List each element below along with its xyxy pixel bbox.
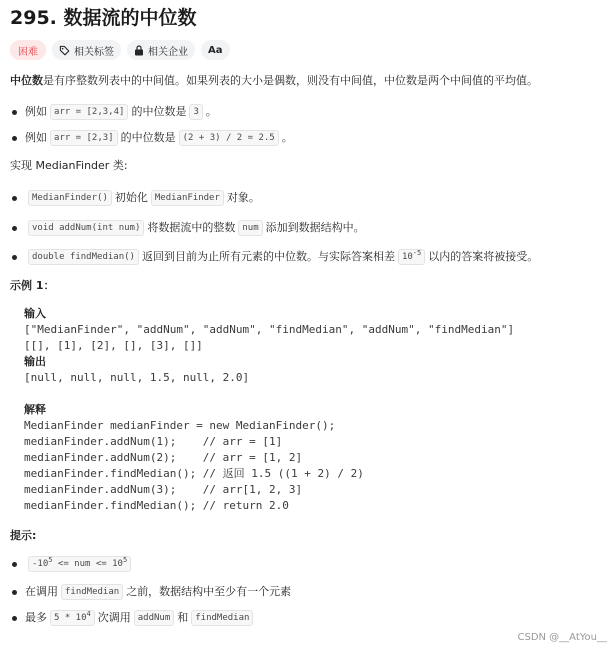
font-size-icon: Aa	[208, 44, 223, 56]
code-line: medianFinder.findMedian(); // return 2.0	[24, 499, 289, 512]
code-line: medianFinder.findMedian(); // 返回 1.5 ((1 + 2) / 2)	[24, 467, 364, 480]
inline-code: findMedian	[61, 584, 123, 600]
bullet-icon	[12, 562, 17, 567]
bullet-icon	[12, 616, 17, 621]
related-companies-button[interactable]	[127, 40, 195, 60]
inline-code: arr = [2,3,4]	[50, 104, 128, 120]
inline-code: $10^{-5}$	[398, 249, 425, 265]
example-heading: 示例 1：	[10, 279, 55, 292]
list-item: double findMedian() 返回到目前为止所有元素的中位数。与实际答案相差 $10^{-5}$ 以内的答案将被接受。	[10, 248, 538, 266]
list-item: 最多 $5 * 10^4$ 次调用 addNum 和 findMedian	[10, 609, 256, 627]
list-item: 例如 arr = [2,3] 的中位数是 (2 + 3) / 2 = 2.5 。	[10, 129, 293, 147]
intro-text: 是有序整数列表中的中间值。如果列表的大小是偶数，则没有中间值，中位数是两个中间值的平均值。	[43, 74, 538, 87]
tag-bar	[10, 40, 230, 60]
explain-label: 解释	[24, 403, 46, 416]
inline-code: addNum	[134, 610, 175, 626]
hints-heading: 提示:	[10, 529, 37, 542]
inline-code: arr = [2,3]	[50, 130, 118, 146]
bullet-icon	[12, 255, 17, 260]
bullet-icon	[12, 110, 17, 115]
bullet-icon	[12, 196, 17, 201]
list-item: void addNum(int num) 将数据流中的整数 num 添加到数据结构中。	[10, 219, 365, 237]
implement-line: 实现 MedianFinder 类:	[10, 159, 128, 172]
inline-code: double findMedian()	[28, 249, 139, 265]
code-line: medianFinder.addNum(2); // arr = [1, 2]	[24, 451, 303, 464]
bullet-icon	[12, 590, 17, 595]
page-title: 295. 数据流的中位数	[10, 7, 197, 29]
code-line: medianFinder.addNum(1); // arr = [1]	[24, 435, 283, 448]
tag-icon	[59, 45, 70, 56]
watermark: CSDN @__AtYou__	[517, 632, 607, 643]
list-item: 在调用 findMedian 之前，数据结构中至少有一个元素	[10, 583, 291, 601]
input-label: 输入	[24, 307, 46, 320]
font-size-button[interactable]	[201, 40, 230, 60]
example-block	[24, 306, 514, 514]
intro-paragraph	[10, 73, 538, 89]
inline-code: MedianFinder	[151, 190, 224, 206]
code-line: medianFinder.addNum(3); // arr[1, 2, 3]	[24, 483, 303, 496]
bullet-icon	[12, 226, 17, 231]
related-tags-label: 相关标签	[74, 46, 114, 58]
list-item: 例如 arr = [2,3,4] 的中位数是 3 。	[10, 103, 217, 121]
code-line: [null, null, null, 1.5, null, 2.0]	[24, 371, 250, 384]
inline-code: $-10^5$ <= num <= $10^5$	[28, 556, 131, 572]
list-item	[10, 556, 134, 572]
difficulty-label: 困难	[18, 46, 38, 58]
intro-bold: 中位数	[10, 74, 43, 87]
inline-code: num	[238, 220, 262, 236]
inline-code: findMedian	[191, 610, 253, 626]
inline-code: void addNum(int num)	[28, 220, 144, 236]
related-tags-button[interactable]	[52, 40, 121, 60]
related-companies-label: 相关企业	[148, 46, 188, 58]
difficulty-badge	[10, 40, 46, 60]
inline-code: 3	[189, 104, 202, 120]
inline-code: MedianFinder()	[28, 190, 112, 206]
list-item: MedianFinder() 初始化 MedianFinder 对象。	[10, 189, 260, 207]
code-line: MedianFinder medianFinder = new MedianFinder();	[24, 419, 336, 432]
code-line: [[], [1], [2], [], [3], []]	[24, 339, 203, 352]
lock-icon	[134, 45, 144, 56]
code-line: ["MedianFinder", "addNum", "addNum", "findMedian", "addNum", "findMedian"]	[24, 323, 515, 336]
bullet-icon	[12, 136, 17, 141]
inline-code: (2 + 3) / 2 = 2.5	[179, 130, 279, 146]
output-label: 输出	[24, 355, 46, 368]
inline-code: $5 * 10^4$	[50, 610, 95, 626]
